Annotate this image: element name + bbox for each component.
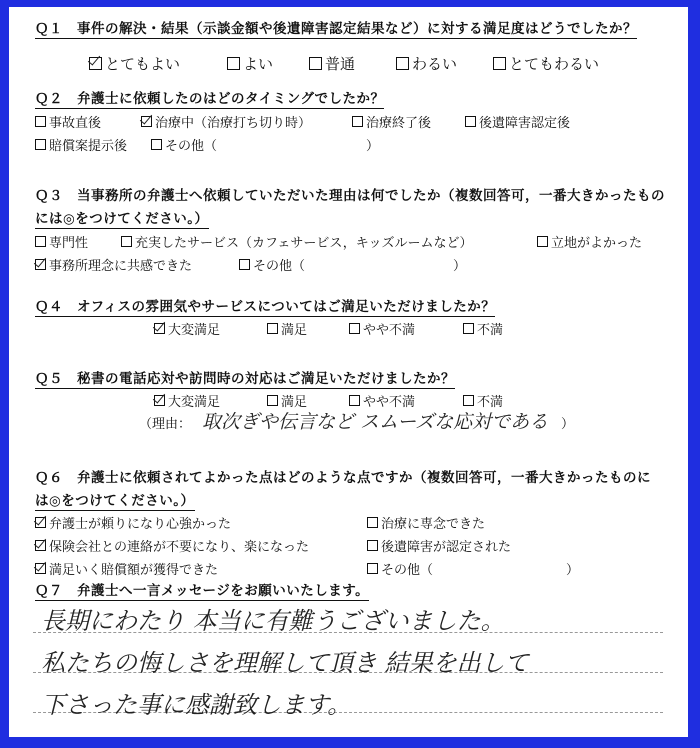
survey-sheet: [9, 7, 688, 737]
q5-reason-handwritten[interactable]: 取次ぎや伝言など スムーズな応対である: [202, 411, 549, 433]
checkbox-checked[interactable]: [35, 540, 46, 551]
q1-option-very-good[interactable]: とてもよい: [89, 53, 180, 74]
q3-option-services[interactable]: 充実したサービス（カフェサービス，キッズルームなど）: [121, 232, 472, 251]
q7-message-line-2[interactable]: 私たちの悔しさを理解して頂き 結果を出して: [41, 649, 529, 677]
checkbox[interactable]: [239, 259, 250, 270]
q5-option-dissatisfied[interactable]: 不満: [463, 391, 503, 410]
q3-title-line2: には◎をつけてください。）: [35, 207, 209, 229]
q5-reason-label: （理由：: [139, 417, 192, 432]
q5-option-somewhat-dissatisfied[interactable]: やや不満: [349, 391, 415, 410]
checkbox[interactable]: [367, 540, 378, 551]
checkbox[interactable]: [267, 395, 278, 406]
q1-title: Ｑ１ 事件の解決・結果（示談金額や後遺障害認定結果など）に対する満足度はどうでしたか？: [35, 17, 637, 39]
q3-option-location[interactable]: 立地がよかった: [537, 232, 642, 251]
q4-option-somewhat-dissatisfied[interactable]: やや不満: [349, 319, 415, 338]
q2-title: Ｑ２ 弁護士に依頼したのはどのタイミングでしたか？: [35, 87, 384, 109]
q5-option-very-satisfied[interactable]: 大変満足: [154, 391, 220, 410]
q1-option-bad[interactable]: わるい: [396, 53, 457, 74]
checkbox[interactable]: [463, 395, 474, 406]
checkbox[interactable]: [493, 57, 506, 70]
q4-title: Ｑ４ オフィスの雰囲気やサービスについてはご満足いただけましたか？: [35, 295, 495, 317]
q2-option-after-treatment[interactable]: 治療終了後: [352, 112, 431, 131]
q3-option-other[interactable]: その他（: [239, 255, 305, 274]
checkbox-checked[interactable]: [35, 259, 46, 270]
checkbox-checked[interactable]: [154, 395, 165, 406]
q6-option-reliable-lawyer[interactable]: 弁護士が頼りになり心強かった: [35, 513, 231, 532]
q2-other-close: ）: [366, 139, 380, 154]
checkbox[interactable]: [352, 116, 363, 127]
q5-option-satisfied[interactable]: 満足: [267, 391, 307, 410]
q6-other-close: ）: [566, 563, 580, 578]
q2-option-other[interactable]: その他（: [151, 135, 217, 154]
q7-message-line-3[interactable]: 下さった事に感謝致します。: [41, 691, 352, 719]
q6-option-no-insurer-contact[interactable]: 保険会社との連絡が不要になり、楽になった: [35, 536, 309, 555]
q6-title-line2: は◎をつけてください。）: [35, 489, 195, 511]
q2-option-right-after-accident[interactable]: 事故直後: [35, 112, 101, 131]
checkbox-checked[interactable]: [35, 563, 46, 574]
checkbox[interactable]: [537, 236, 548, 247]
checkbox[interactable]: [367, 563, 378, 574]
checkbox[interactable]: [121, 236, 132, 247]
q7-title: Ｑ７ 弁護士へ一言メッセージをお願いいたします。: [35, 579, 369, 601]
q2-option-after-certification[interactable]: 後遺障害認定後: [465, 112, 570, 131]
checkbox-checked[interactable]: [35, 517, 46, 528]
q3-title-line1: Ｑ３ 当事務所の弁護士へ依頼していただいた理由は何でしたか（複数回答可，一番大きかったもの: [35, 188, 665, 204]
q4-option-very-satisfied[interactable]: 大変満足: [154, 319, 220, 338]
q2-option-after-offer[interactable]: 賠償案提示後: [35, 135, 127, 154]
q3-option-philosophy[interactable]: 事務所理念に共感できた: [35, 255, 192, 274]
checkbox[interactable]: [349, 323, 360, 334]
q5-title: Ｑ５ 秘書の電話応対や訪問時の対応はご満足いただけましたか？: [35, 367, 455, 389]
q1-option-good[interactable]: よい: [227, 53, 273, 74]
checkbox[interactable]: [465, 116, 476, 127]
checkbox-checked[interactable]: [89, 57, 102, 70]
q6-option-other[interactable]: その他（: [367, 559, 433, 578]
checkbox[interactable]: [463, 323, 474, 334]
checkbox[interactable]: [35, 139, 46, 150]
q1-option-very-bad[interactable]: とてもわるい: [493, 53, 599, 74]
q5-reason-close: ）: [561, 417, 575, 432]
checkbox[interactable]: [367, 517, 378, 528]
q6-option-disability-certified[interactable]: 後遺障害が認定された: [367, 536, 511, 555]
checkbox[interactable]: [349, 395, 360, 406]
checkbox-checked[interactable]: [154, 323, 165, 334]
q2-option-during-treatment[interactable]: 治療中（治療打ち切り時）: [141, 112, 311, 131]
q1-option-normal[interactable]: 普通: [309, 53, 355, 74]
checkbox[interactable]: [35, 236, 46, 247]
checkbox[interactable]: [151, 139, 162, 150]
checkbox[interactable]: [396, 57, 409, 70]
q6-option-focus-on-treatment[interactable]: 治療に専念できた: [367, 513, 485, 532]
checkbox[interactable]: [267, 323, 278, 334]
checkbox[interactable]: [309, 57, 322, 70]
q6-title-line1: Ｑ６ 弁護士に依頼されてよかった点はどのような点ですか（複数回答可，一番大きかったものに: [35, 470, 651, 486]
q4-option-satisfied[interactable]: 満足: [267, 319, 307, 338]
checkbox-checked[interactable]: [141, 116, 152, 127]
checkbox[interactable]: [35, 116, 46, 127]
q3-option-expertise[interactable]: 専門性: [35, 232, 88, 251]
q7-message-line-1[interactable]: 長期にわたり 本当に有難うございました。: [41, 607, 505, 635]
checkbox[interactable]: [227, 57, 240, 70]
q4-option-dissatisfied[interactable]: 不満: [463, 319, 503, 338]
q3-other-close: ）: [453, 259, 467, 274]
q6-option-satisfactory-compensation[interactable]: 満足いく賠償額が獲得できた: [35, 559, 218, 578]
